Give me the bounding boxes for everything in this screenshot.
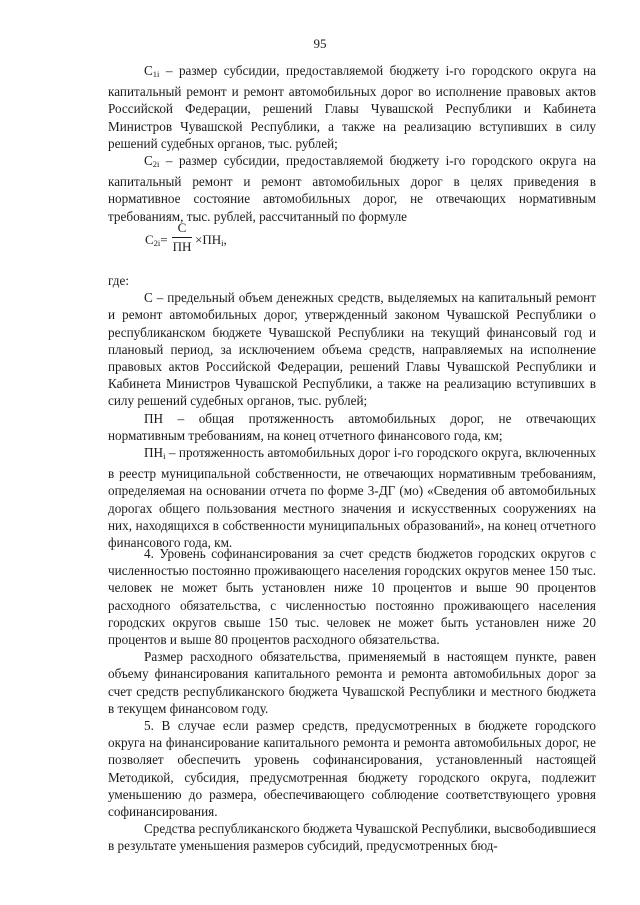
pni-definition [108, 444, 596, 551]
clause-4-obligation: Размер расходного обязательства, применяемый в настоящем пункте, равен объему финансирования капитального ремонта и ремонта автомобильных дорог за счет средств республиканского бюджета Чувашской Республики и местного бюджета в текущем финансовом году. [108, 649, 596, 716]
pni-text: – протяженность автомобильных дорог i-го городского округа, включенных в реестр муниципальной собственности, не отвечающих нормативным требованиям, определяемая на основании отчета по форме 3-ДГ (мо) «Сведения об автомобильных дорогах общего пользования местного значения и искусственных сооружениях на них, находящихся в собственности муниципальных образований», на конец отчетного финансового года, км. [108, 445, 596, 551]
formula-rhs [195, 232, 227, 248]
formula-equals: = [160, 232, 168, 247]
clause-5: 5. В случае если размер средств, предусмотренных в бюджете городского округа на финансирование капитального ремонта и ремонта автомобильных дорог, не позволяет обеспечить уровень софинансирования, установленный настоящей Методикой, субсидия, предусмотренная бюджету городского округа, подлежит уменьшению до размера, обеспечивающего соблюдение соответствующего уровня софинансирования. [108, 718, 596, 820]
formula-rhs-subscript: i [221, 238, 224, 248]
c1i-definition [108, 62, 596, 152]
c2i-symbol: С [144, 153, 153, 169]
c-definition: С – предельный объем денежных средств, выделяемых на капитальный ремонт и ремонт автомобильных дорог, утвержденный законом Чувашской Республики о республиканском бюджете Чувашской Республики на текущий финансовый год и плановый период, за исключением объема средств, направляемых на исполнение правовых актов Российской Федерации, решений Главы Чувашской Республики и Кабинета Министров Чувашской Республики, а также на реализацию вступивших в силу решений судебных органов, тыс. рублей; [108, 290, 596, 409]
clause-5-released-funds: Средства республиканского бюджета Чувашской Республики, высвободившиеся в результате уменьшения размеров субсидий, предусмотренных бюд- [108, 821, 596, 854]
c1i-subscript: 1i [152, 69, 160, 79]
c2i-text: – размер субсидии, предоставляемой бюджету i-го городского округа на капитальный ремонт и ремонт автомобильных дорог в целях приведения в нормативное состояние автомобильных дорог, не отвечающих нормативным требованиям, тыс. рублей, рассчитанный по формуле [108, 153, 596, 224]
clause-4: 4. Уровень софинансирования за счет средств бюджетов городских округов с численностью постоянно проживающего населения городских округов менее 150 тыс. человек не может быть установлен ниже 10 процентов и выше 90 процентов расходного обязательства, с численностью постоянно проживающего населения городских округов свыше 150 тыс. человек не может быть установлен ниже 20 процентов и выше 80 процентов расходного обязательства. [108, 546, 596, 648]
formula-rhs-symbol: ПН [202, 232, 222, 247]
formula-times: × [195, 232, 203, 247]
c2i-definition [108, 152, 596, 225]
formula-comma: , [223, 232, 227, 247]
formula-lhs-subscript: 2i [153, 238, 161, 248]
c1i-symbol: С [144, 63, 153, 78]
where-label: где: [108, 273, 129, 288]
formula-lhs-symbol: С [145, 232, 154, 247]
formula-fraction [172, 220, 192, 255]
formula-variable-definitions [108, 272, 596, 551]
pni-subscript: i [163, 451, 166, 462]
c1-c2-definitions [108, 62, 596, 225]
formula-denominator: ПН [172, 239, 192, 254]
c1i-text: – размер субсидии, предоставляемой бюджету i-го городского округа на капитальный ремонт и ремонт автомобильных дорог во исполнение правовых актов Российской Федерации, решений Главы Чувашской Республики и Кабинета Министров Чувашской Республики, а также на реализацию вступивших в силу решений судебных органов, тыс. рублей; [108, 63, 596, 151]
pn-definition: ПН – общая протяженность автомобильных дорог, не отвечающих нормативным требованиям, на конец отчетного финансового года, км; [108, 410, 596, 443]
formula-numerator: С [172, 220, 192, 238]
c2i-subscript: 2i [152, 159, 160, 170]
page-number: 95 [313, 36, 327, 51]
pni-symbol: ПН [144, 445, 164, 461]
cofinancing-clauses [108, 545, 596, 855]
formula-lhs [145, 232, 168, 248]
